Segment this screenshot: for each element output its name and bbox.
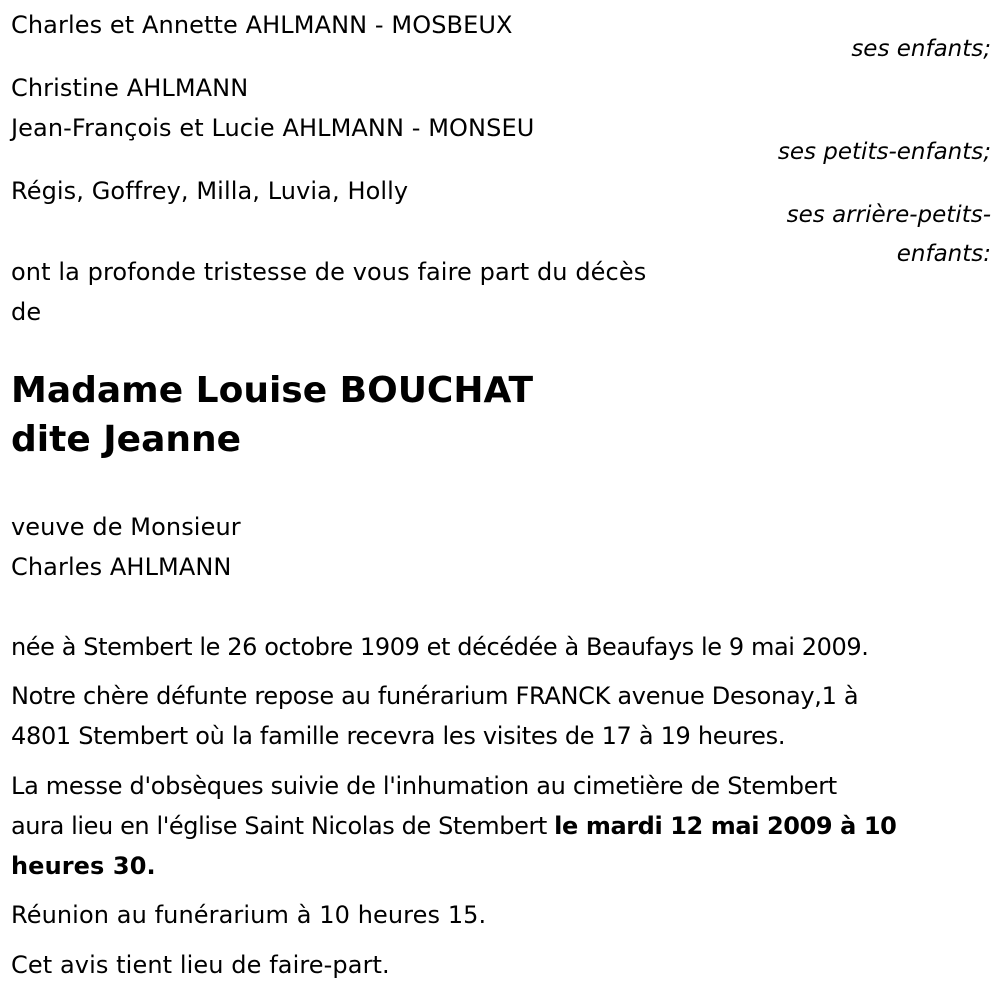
widow-line2: Charles AHLMANN	[11, 553, 232, 581]
great-grandchildren-names: Régis, Goffrey, Milla, Luvia, Holly	[11, 177, 409, 205]
announcement-line2: de	[11, 298, 42, 326]
deceased-name-line2: dite Jeanne	[11, 419, 242, 460]
grandchild-name-1: Christine AHLMANN	[11, 74, 249, 102]
grandchild-name-2: Jean-François et Lucie AHLMANN - MONSEU	[11, 114, 535, 142]
great-grandchildren-role-line2: enfants:	[896, 241, 991, 267]
grandchildren-role: ses petits-enfants;	[777, 139, 991, 165]
widow-line1: veuve de Monsieur	[11, 513, 241, 541]
rest-line1: Notre chère défunte repose au funérarium FRANCK avenue Desonay,1 à	[11, 682, 859, 710]
mass-line2-text: aura lieu en l'église Saint Nicolas de Stembert	[11, 812, 555, 840]
mass-line3: heures 30.	[11, 852, 156, 880]
meeting-line: Réunion au funérarium à 10 heures 15.	[11, 901, 487, 929]
mass-line2	[11, 806, 896, 846]
deceased-name-line1: Madame Louise BOUCHAT	[11, 370, 534, 411]
great-grandchildren-role-line1: ses arrière-petits-	[786, 202, 991, 228]
children-names: Charles et Annette AHLMANN - MOSBEUX	[11, 11, 513, 39]
rest-line2: 4801 Stembert où la famille recevra les visites de 17 à 19 heures.	[11, 722, 786, 750]
birth-death-line: née à Stembert le 26 octobre 1909 et décédée à Beaufays le 9 mai 2009.	[11, 633, 869, 661]
announcement-line1: ont la profonde tristesse de vous faire part du décès	[11, 258, 647, 286]
children-role: ses enfants;	[851, 36, 991, 62]
mass-line1: La messe d'obsèques suivie de l'inhumation au cimetière de Stembert	[11, 772, 837, 800]
notice-line: Cet avis tient lieu de faire-part.	[11, 951, 390, 979]
mass-date-time: le mardi 12 mai 2009 à 10	[554, 812, 897, 840]
